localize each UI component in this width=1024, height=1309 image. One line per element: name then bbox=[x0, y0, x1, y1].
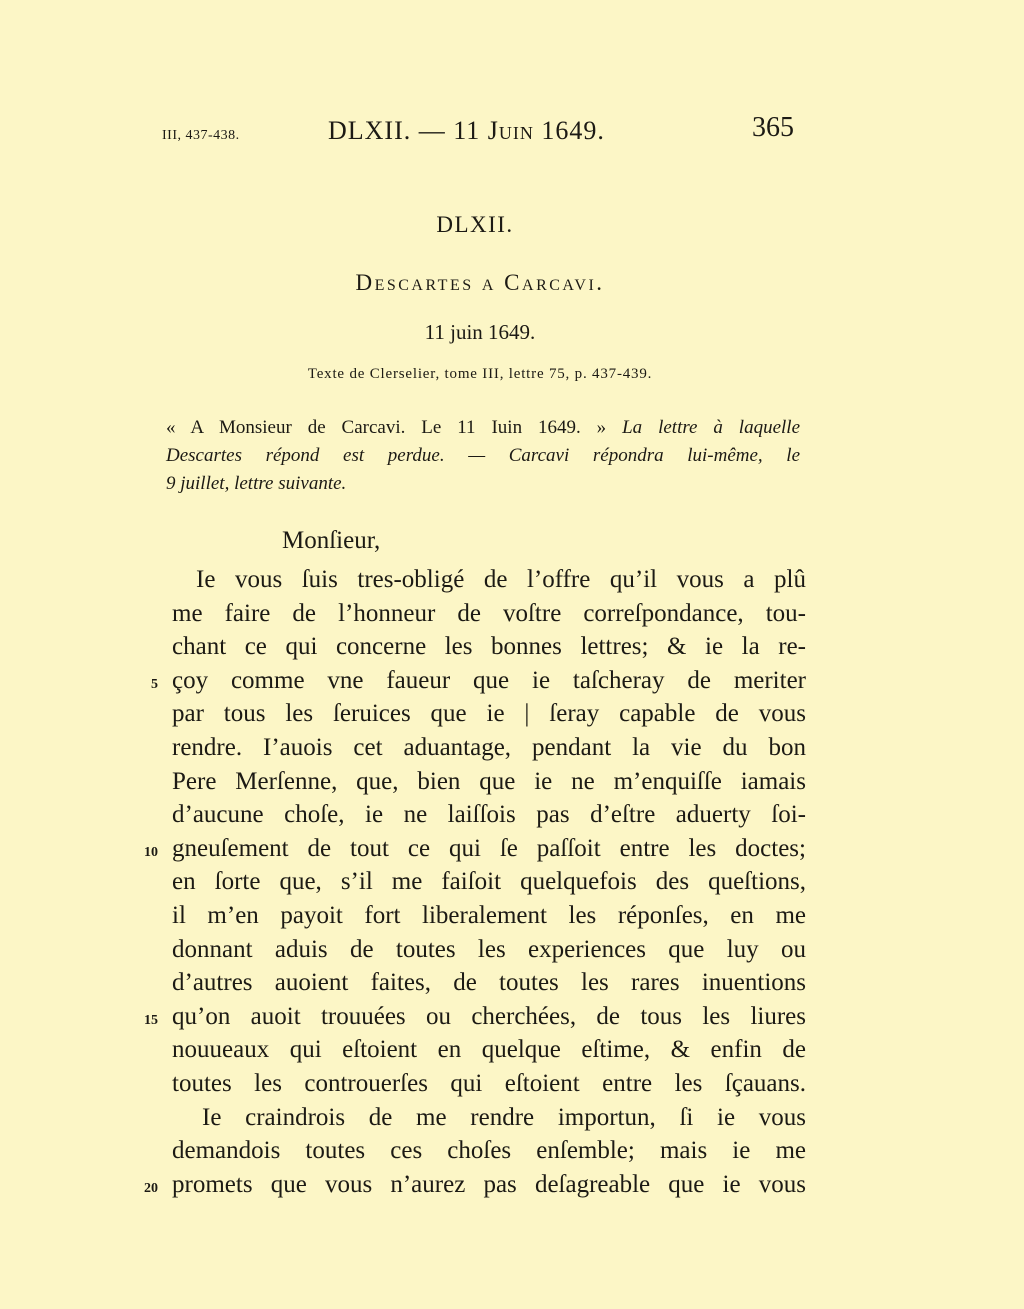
note-line-2: Descartes répond est perdue. — Carcavi répondra lui-même, le bbox=[166, 445, 800, 466]
note-line-3: 9 juillet, lettre suivante. bbox=[166, 473, 347, 494]
line-number-10: 10 bbox=[144, 845, 158, 860]
note-line-3-wrap bbox=[166, 470, 800, 498]
body-line: Ie craindrois de me rendre importun, ſi ie vous bbox=[202, 1103, 806, 1131]
running-head bbox=[0, 112, 1024, 152]
body-line: donnant aduis de toutes les experiences que luy ou bbox=[172, 935, 806, 963]
body-line: toutes les controuerſes qui eſtoient entre les ſçauans. bbox=[172, 1069, 806, 1097]
body-line: me faire de l’honneur de voſtre correſpondance, tou- bbox=[172, 599, 806, 627]
note-comment-start: La lettre à laquelle bbox=[622, 417, 801, 438]
letter-title: Descartes a Carcavi. bbox=[355, 270, 605, 295]
body-line: d’aucune choſe, ie ne laiſſois pas d’eſtre aduerty ſoi- bbox=[172, 801, 806, 829]
note-line-1 bbox=[166, 414, 800, 442]
line-number-15: 15 bbox=[144, 1013, 158, 1028]
letter-source: Texte de Clerselier, tome III, lettre 75, p. 437-439. bbox=[307, 366, 653, 382]
salutation: Monſieur, bbox=[282, 527, 381, 554]
body-line: gneuſement de tout ce qui ſe paſſoit entre les doctes; bbox=[172, 834, 806, 862]
line-number-5: 5 bbox=[151, 677, 158, 692]
line-number-20: 20 bbox=[144, 1181, 158, 1196]
body-line: en ſorte que, s’il me faiſoit quelquefois des queſtions, bbox=[172, 868, 806, 896]
body-line: qu’on auoit trouuées ou cherchées, de tous les liures bbox=[172, 1002, 806, 1030]
body-line: il m’en payoit fort liberalement les réponſes, en me bbox=[172, 901, 806, 929]
body-line: par tous les ſeruices que ie | ſeray capable de vous bbox=[172, 700, 806, 728]
body-line: chant ce qui concerne les bonnes lettres; & ie la re- bbox=[172, 633, 806, 661]
body-line: promets que vous n’aurez pas deſagreable que ie vous bbox=[172, 1170, 806, 1198]
body-line: rendre. I’auois cet aduantage, pendant la vie du bon bbox=[172, 733, 806, 761]
note-quote: « A Monsieur de Carcavi. Le 11 Iuin 1649. » bbox=[166, 417, 607, 438]
page-number: 365 bbox=[752, 112, 794, 143]
body-line: Ie vous ſuis tres-obligé de l’offre qu’il vous a plû bbox=[196, 566, 806, 593]
letter-body bbox=[172, 563, 806, 1201]
letter-date: 11 juin 1649. bbox=[424, 320, 536, 344]
body-line: nouueaux qui eſtoient en quelque eſtime, & enfin de bbox=[172, 1036, 806, 1064]
editorial-note bbox=[166, 414, 800, 470]
body-line: d’autres auoient faites, de toutes les rares inuentions bbox=[172, 969, 806, 997]
body-line: çoy comme vne faueur que ie taſcheray de meriter bbox=[172, 666, 806, 694]
body-line: Pere Merſenne, que, bien que ie ne m’enquiſſe iamais bbox=[172, 767, 806, 795]
letter-number: DLXII. bbox=[436, 212, 514, 237]
running-head-reference: III, 437-438. bbox=[162, 128, 240, 143]
running-head-title: DLXII. — 11 Juin 1649. bbox=[328, 116, 605, 145]
body-line: demandois toutes ces choſes enſemble; mais ie me bbox=[172, 1137, 806, 1165]
